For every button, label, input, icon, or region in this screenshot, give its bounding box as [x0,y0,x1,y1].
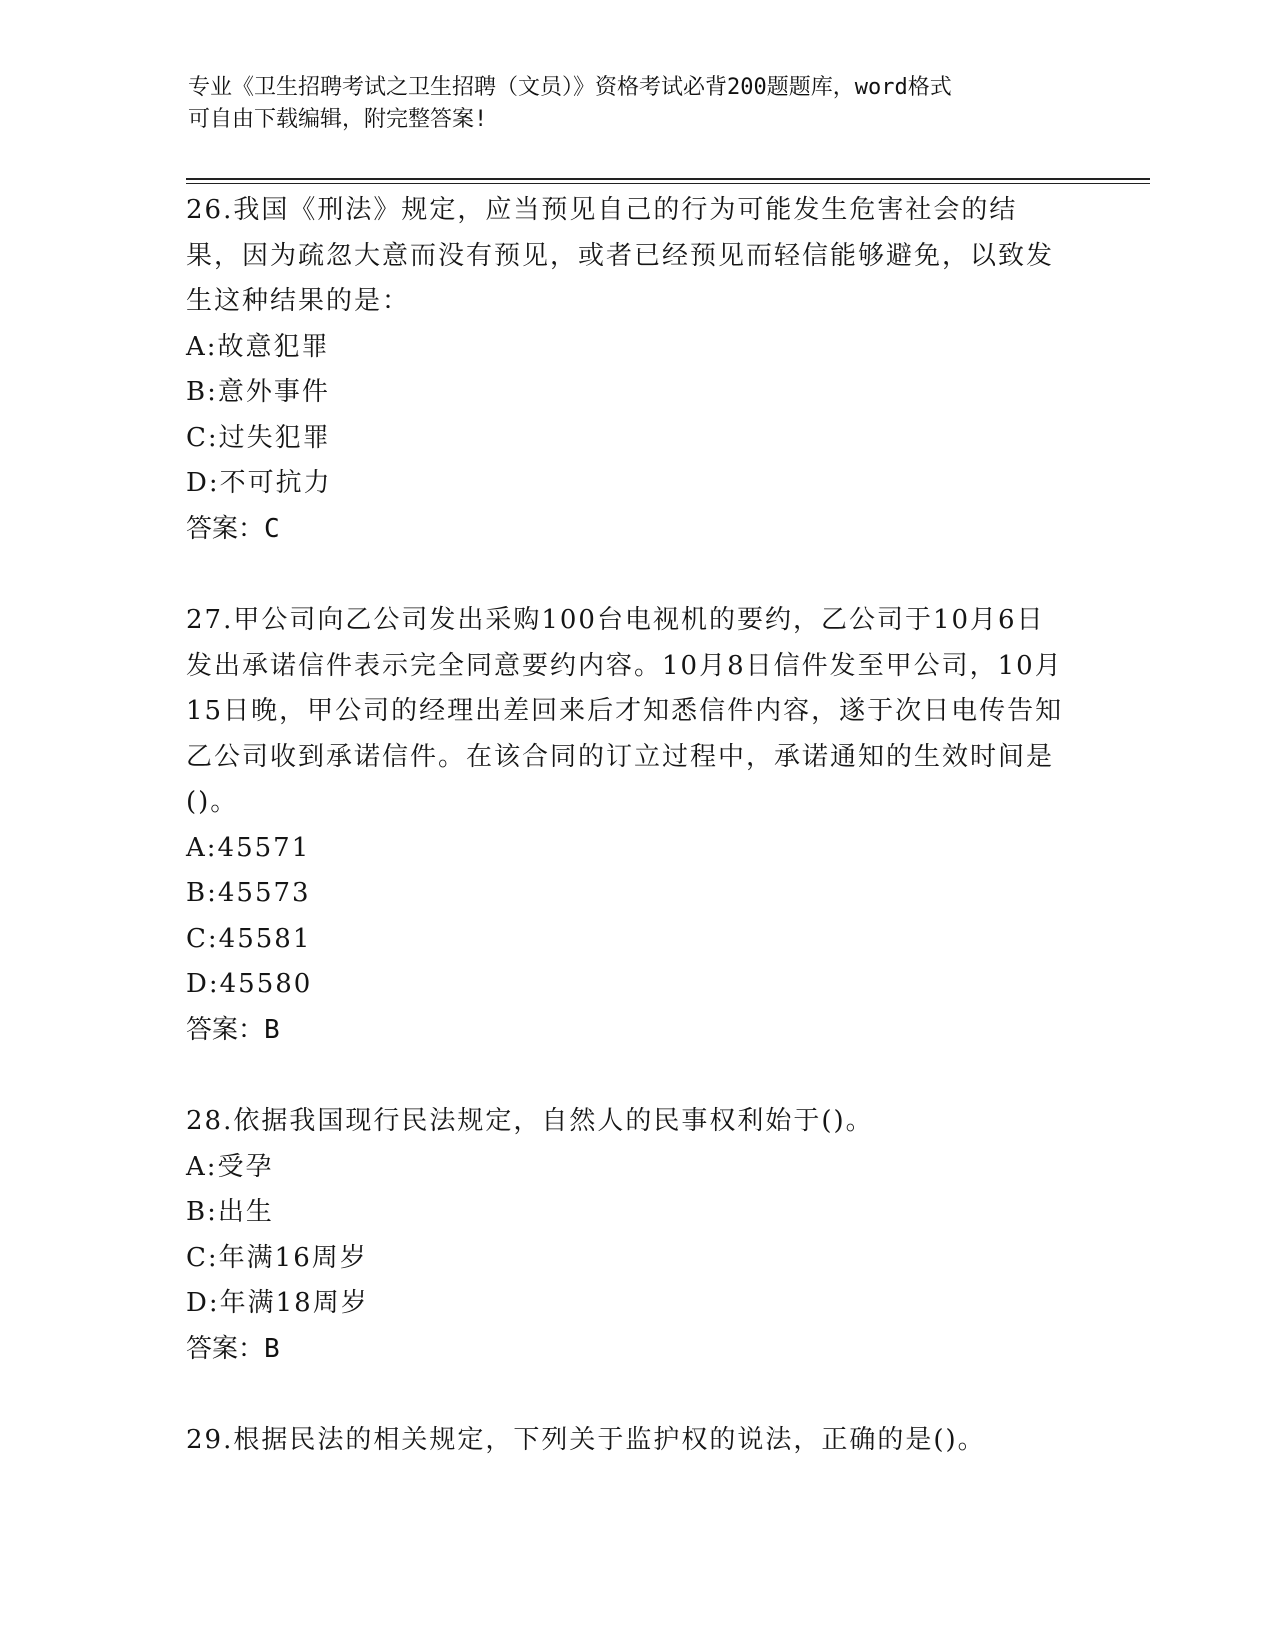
document-header [188,72,1068,136]
question-stem: 27.甲公司向乙公司发出采购100台电视机的要约，乙公司于10月6日发出承诺信件表示完全同意要约内容。10月8日信件发至甲公司，10月15日晚，甲公司的经理出差回来后才知悉信件内容，遂于次日电传告知乙公司收到承诺信件。在该合同的订立过程中，承诺通知的生效时间是()。 [186,605,1064,817]
answer-line: 答案：C [186,513,280,544]
option-d: D:年满18周岁 [186,1288,369,1318]
header-line-2: 可自由下载编辑，附完整答案! [188,107,488,132]
option-a: A:故意犯罪 [186,331,330,362]
question-29 [186,1418,1086,1464]
question-stem: 28.依据我国现行民法规定，自然人的民事权利始于()。 [186,1106,874,1136]
question-26 [186,188,1086,552]
option-d: D:不可抗力 [186,468,332,498]
option-c: C:过失犯罪 [186,422,331,453]
option-c: C:年满16周岁 [186,1242,368,1273]
answer-line: 答案：B [186,1014,280,1045]
answer-line: 答案：B [186,1333,280,1364]
question-stem: 26.我国《刑法》规定，应当预见自己的行为可能发生危害社会的结果，因为疏忽大意而没有预见，或者已经预见而轻信能够避免，以致发生这种结果的是： [186,195,1055,316]
option-c: C:45581 [186,923,312,954]
option-b: B:45573 [186,878,311,908]
question-stem: 29.根据民法的相关规定，下列关于监护权的说法，正确的是()。 [186,1425,986,1455]
option-a: A:45571 [186,832,311,863]
option-d: D:45580 [186,969,313,999]
option-a: A:受孕 [186,1151,274,1182]
header-divider-thin [186,183,1150,184]
option-b: B:意外事件 [186,377,330,407]
header-line-1: 专业《卫生招聘考试之卫生招聘（文员）》资格考试必背200题题库，word格式 [188,75,952,100]
question-list [186,188,1086,1510]
question-27 [186,598,1086,1053]
header-divider-thick [186,178,1150,180]
question-28 [186,1099,1086,1372]
option-b: B:出生 [186,1197,274,1227]
